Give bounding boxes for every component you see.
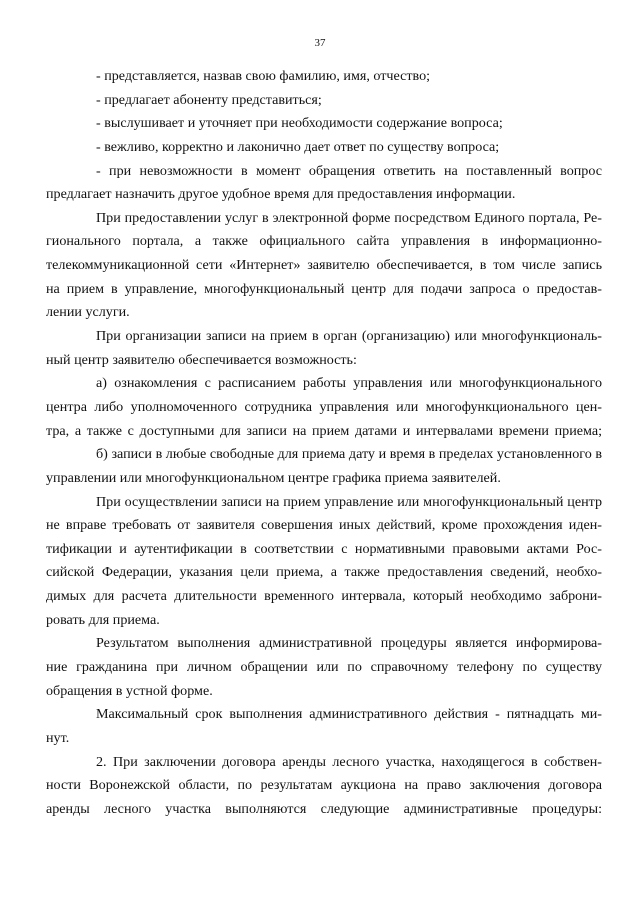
text-line: а) ознакомления с расписанием работы управления или многофункционального [96, 375, 602, 392]
text-line: - при невозможности в момент обращения ответить на поставленный вопрос [96, 162, 602, 179]
text-line: б) записи в любые свободные для приема дату и время в пределах установленного в [96, 446, 602, 463]
text-line: лении услуги. [46, 304, 130, 321]
text-line: гионального портала, а также официального сайта управления в информационно- [46, 233, 602, 250]
text-line: ние гражданина при личном обращении или по справочному телефону по существу [46, 659, 602, 676]
text-line: телекоммуникационной сети «Интернет» заявителю обеспечивается, в том числе запись [46, 257, 602, 274]
text-line: предлагает назначить другое удобное время для предоставления информации. [46, 186, 516, 203]
text-line: Результатом выполнения административной процедуры является информирова- [96, 635, 602, 652]
text-line: - предлагает абоненту представиться; [96, 91, 322, 108]
text-line: ности Воронежской области, по результатам аукциона на право заключения договора [46, 777, 602, 794]
page-number: 37 [314, 37, 326, 49]
text-line: не вправе требовать от заявителя совершения иных действий, кроме прохождения иден- [46, 517, 602, 534]
text-line: обращения в устной форме. [46, 682, 213, 699]
text-line: ровать для приема. [46, 611, 160, 628]
text-line: тификации и аутентификации в соответствии с нормативными правовыми актами Рос- [46, 540, 602, 557]
text-line: 2. При заключении договора аренды лесного участка, находящегося в собствен- [96, 753, 602, 770]
text-line: - представляется, назвав свою фамилию, имя, отчество; [96, 68, 431, 84]
text-line: аренды лесного участка выполняются следующие административные процедуры: [46, 800, 602, 817]
text-line: При предоставлении услуг в электронной форме посредством Единого портала, Ре- [96, 209, 602, 226]
text-line: нут. [46, 729, 70, 746]
text-line: При осуществлении записи на прием управление или многофункциональный центр [96, 493, 602, 510]
text-line: - выслушивает и уточняет при необходимости содержание вопроса; [96, 115, 503, 132]
text-line: на прием в управление, многофункциональный центр для подачи запроса о предостав- [46, 280, 602, 297]
body-text [46, 65, 602, 822]
text-line: Максимальный срок выполнения административного действия - пятнадцать ми- [96, 706, 602, 723]
text-line: тра, а также с доступными для записи на прием датами и интервалами времени приема; [46, 422, 602, 439]
text-line: управлении или многофункциональном центре графика приема заявителей. [46, 469, 501, 486]
text-line: При организации записи на прием в орган (организацию) или многофункциональ- [96, 328, 602, 345]
text-line: ный центр заявителю обеспечивается возможность: [46, 351, 357, 368]
text-line: димых для расчета длительности временного интервала, который необходимо заброни- [46, 588, 602, 605]
text-line: центра либо уполномоченного сотрудника управления или многофункционального цен- [46, 398, 602, 415]
text-line: - вежливо, корректно и лаконично дает ответ по существу вопроса; [96, 138, 500, 155]
text-line: сийской Федерации, указания цели приема, а также предоставления сведений, необхо- [46, 564, 602, 581]
